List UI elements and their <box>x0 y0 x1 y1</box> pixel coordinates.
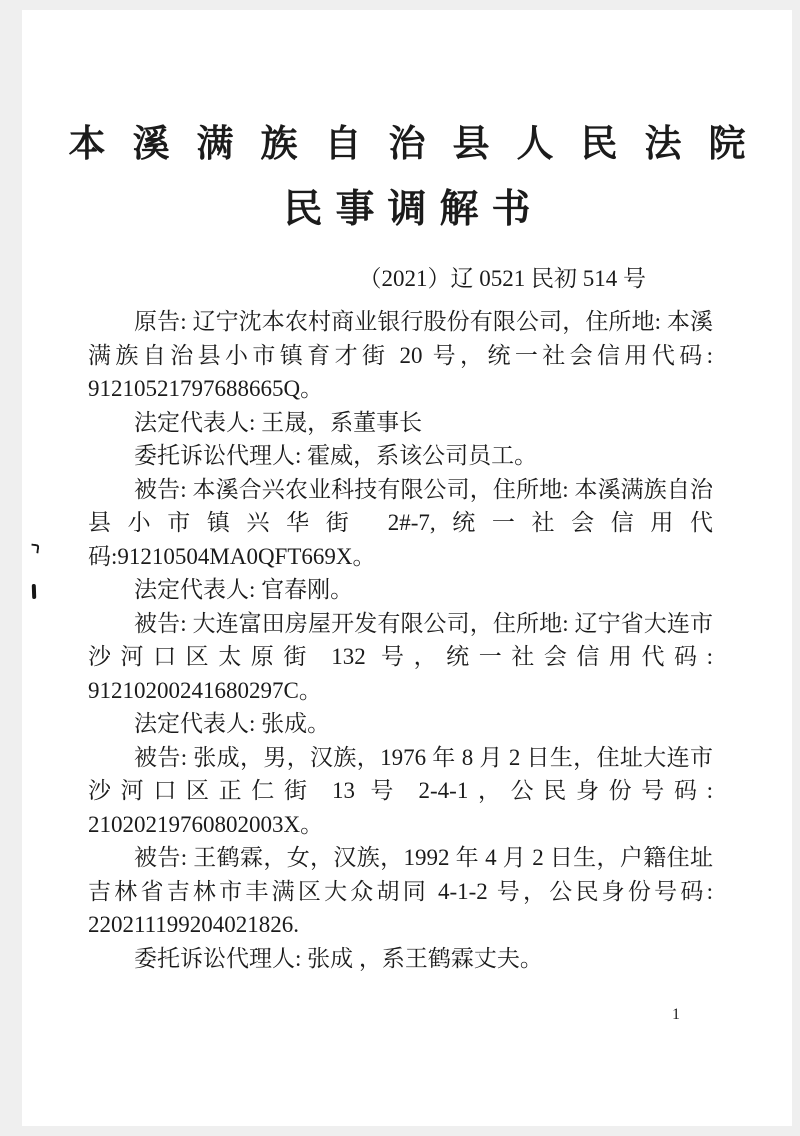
court-name: 本溪满族自治县人民法院 <box>68 124 773 165</box>
ink-mark <box>30 543 39 553</box>
para-defendant-3: 被告: 张成，男，汉族，1976 年 8 月 2 日生，住址大连市沙河口区正仁街 13 号 2-4-1，公民身份号码: 21020219760802003X。 <box>88 744 713 837</box>
document-page <box>22 10 792 1126</box>
para-defendant-1: 被告: 本溪合兴农业科技有限公司，住所地: 本溪满族自治县小市镇兴华街 2#-7,统一社会信用代码:91210504MA0QFT669X。 <box>88 476 713 569</box>
para-legal-rep-2: 法定代表人: 官春刚。 <box>134 577 354 602</box>
document-header <box>22 10 792 229</box>
scan-canvas <box>0 10 800 1136</box>
para-defendant-2: 被告: 大连富田房屋开发有限公司，住所地: 辽宁省大连市沙河口区太原街 132 号，统一社会信用代码: 91210200241680297C。 <box>88 610 713 703</box>
para-defendant-4: 被告: 王鹤霖，女，汉族，1992 年 4 月 2 日生，户籍住址吉林省吉林市丰满区大众胡同 4-1-2 号，公民身份号码: 220211199204021826. <box>88 845 713 937</box>
para-legal-rep-1: 法定代表人: 王晟，系董事长 <box>134 409 423 435</box>
para-agent-1: 委托诉讼代理人: 霍威，系该公司员工。 <box>134 443 538 468</box>
case-number: （2021）辽 0521 民初 514 号 <box>358 266 646 291</box>
para-agent-2: 委托诉讼代理人: 张成 ，系王鹤霖丈夫。 <box>134 945 543 971</box>
para-legal-rep-3: 法定代表人: 张成。 <box>134 711 331 736</box>
document-title: 民事调解书 <box>283 188 544 231</box>
page-number: 1 <box>672 1006 680 1023</box>
para-plaintiff: 原告: 辽宁沈本农村商业银行股份有限公司，住所地: 本溪满族自治县小市镇育才街 20 号，统一社会信用代码: 91210521797688665Q。 <box>88 309 713 401</box>
document-body <box>88 305 713 975</box>
ink-mark <box>32 584 37 599</box>
